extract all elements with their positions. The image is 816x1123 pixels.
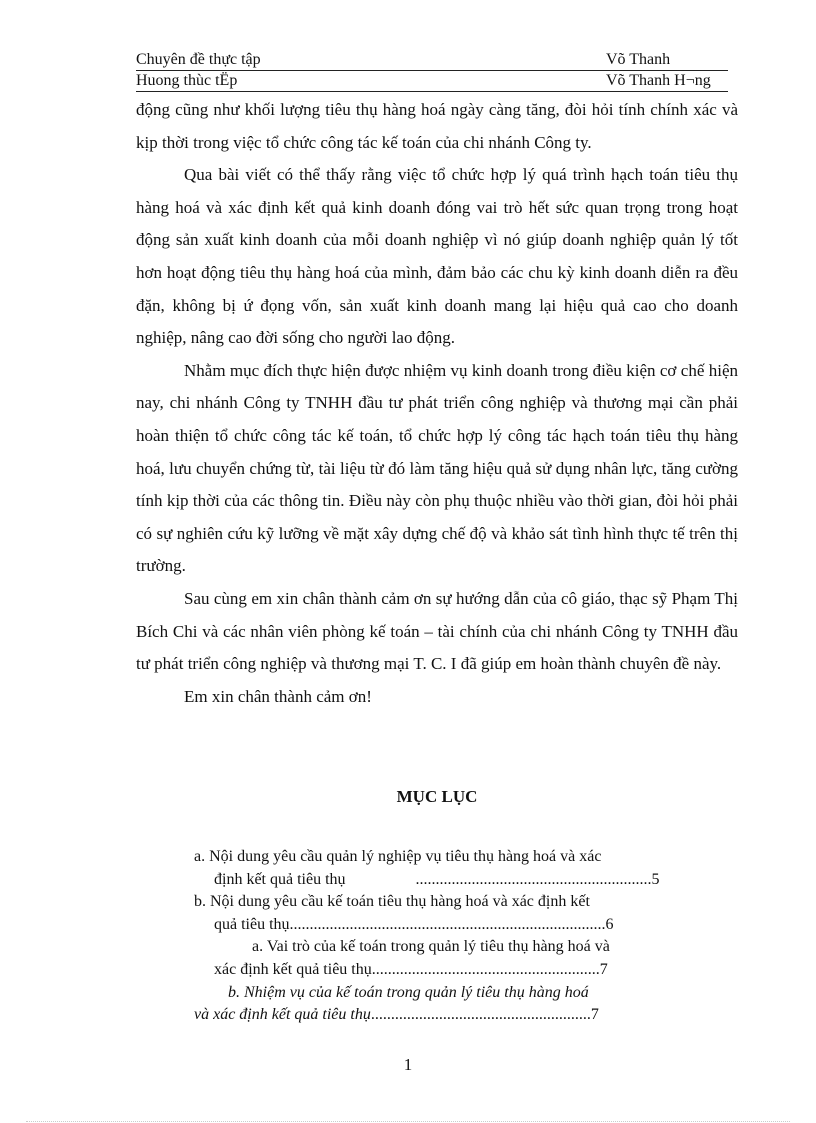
toc-entry-text: quả tiêu thụ. [214, 915, 294, 933]
page-header-line-1 [136, 50, 728, 70]
paragraph-closing: Em xin chân thành cảm ơn! [184, 686, 372, 706]
toc-entry-leader: ........................................................... [415, 870, 652, 888]
toc-entry-leader: .............................................................................. [293, 915, 606, 933]
toc-entry-page: 6 [605, 915, 614, 933]
toc-entry-2-line-2[interactable] [190, 914, 730, 937]
document-body [136, 94, 738, 713]
toc-entry-leader: ....................................................... [370, 1006, 591, 1024]
toc-entry-page: 7 [590, 1006, 599, 1024]
toc-entry-3-line-1[interactable]: a. Vai trò của kế toán trong quản lý tiêu thụ hàng hoá và [252, 938, 610, 956]
toc-entry-text: xác định kết quả tiêu thụ. [214, 960, 376, 978]
paragraph-objective: Nhằm mục đích thực hiện được nhiệm vụ kinh doanh trong điều kiện cơ chế hiện nay, chi nhánh Công ty TNHH đầu tư phát triển công nghiệp và thương mại cần phải hoàn thiện tổ chức công tác kế toán, tổ chức hợp lý công tác hạch toán tiêu thụ hàng hoá, lưu chuyển chứng từ, tài liệu từ đó làm tăng hiệu quả sử dụng nhân lực, tăng cường tính kịp thời của các thông tin. Điều này còn phụ thuộc nhiều vào thời gian, đòi hỏi phải có sự nghiên cứu kỹ lưỡng về mặt xây dựng chế độ và khảo sát tình hình thực tế trên thị trường. [136, 360, 738, 576]
table-of-contents [190, 846, 730, 1027]
toc-entry-1-line-1[interactable]: a. Nội dung yêu cầu quản lý nghiệp vụ tiêu thụ hàng hoá và xác [194, 848, 602, 865]
header-rule-2 [136, 91, 728, 92]
page-header-line-2 [136, 71, 728, 91]
toc-entry-2-line-1[interactable]: b. Nội dung yêu cầu kế toán tiêu thụ hàng hoá và xác định kết [194, 893, 590, 911]
toc-entry-4-line-2[interactable] [190, 1004, 730, 1027]
toc-entry-page: 7 [599, 960, 608, 978]
toc-entry-4-line-1[interactable]: b. Nhiệm vụ của kế toán trong quản lý tiêu thụ hàng hoá [228, 983, 589, 1001]
toc-entry-3-line-2[interactable] [190, 959, 730, 982]
header-title-garbled: Huong thùc tËp [136, 72, 238, 89]
toc-entry-leader: ........................................................ [375, 960, 600, 978]
toc-entry-text: định kết quả tiêu thụ [214, 870, 346, 888]
header-author-garbled: Võ Thanh H¬ng [606, 72, 711, 89]
toc-entry-text: và xác định kết quả tiêu thụ [194, 1006, 371, 1024]
header-title: Chuyên đề thực tập [136, 51, 261, 68]
toc-entry-1-line-2[interactable] [190, 869, 730, 892]
paragraph-continuation: động cũng như khối lượng tiêu thụ hàng hoá ngày càng tăng, đòi hỏi tính chính xác và kịp thời trong việc tổ chức công tác kế toán của chi nhánh Công ty. [136, 100, 738, 152]
toc-title: MỤC LỤC [396, 787, 478, 806]
paragraph-thanks: Sau cùng em xin chân thành cảm ơn sự hướng dẫn của cô giáo, thạc sỹ Phạm Thị Bích Chi và các nhân viên phòng kế toán – tài chính của chi nhánh Công ty TNHH đầu tư phát triển công nghiệp và thương mại T. C. I đã giúp em hoàn thành chuyên đề này. [136, 588, 738, 674]
paragraph-summary: Qua bài viết có thể thấy rằng việc tổ chức hợp lý quá trình hạch toán tiêu thụ hàng hoá và xác định kết quả kinh doanh đóng vai trò hết sức quan trọng trong hoạt động sản xuất kinh doanh của mỗi doanh nghiệp vì nó giúp doanh nghiệp quản lý tốt hơn hoạt động tiêu thụ hàng hoá của mình, đảm bảo các chu kỳ kinh doanh diễn ra đều đặn, không bị ứ đọng vốn, sản xuất kinh doanh mang lại hiệu quả cao cho doanh nghiệp, nâng cao đời sống cho người lao động. [136, 165, 738, 348]
toc-entry-page: 5 [651, 870, 660, 888]
page-bottom-border [26, 1121, 790, 1122]
header-author: Võ Thanh [606, 51, 671, 68]
page-number: 1 [403, 1055, 413, 1074]
